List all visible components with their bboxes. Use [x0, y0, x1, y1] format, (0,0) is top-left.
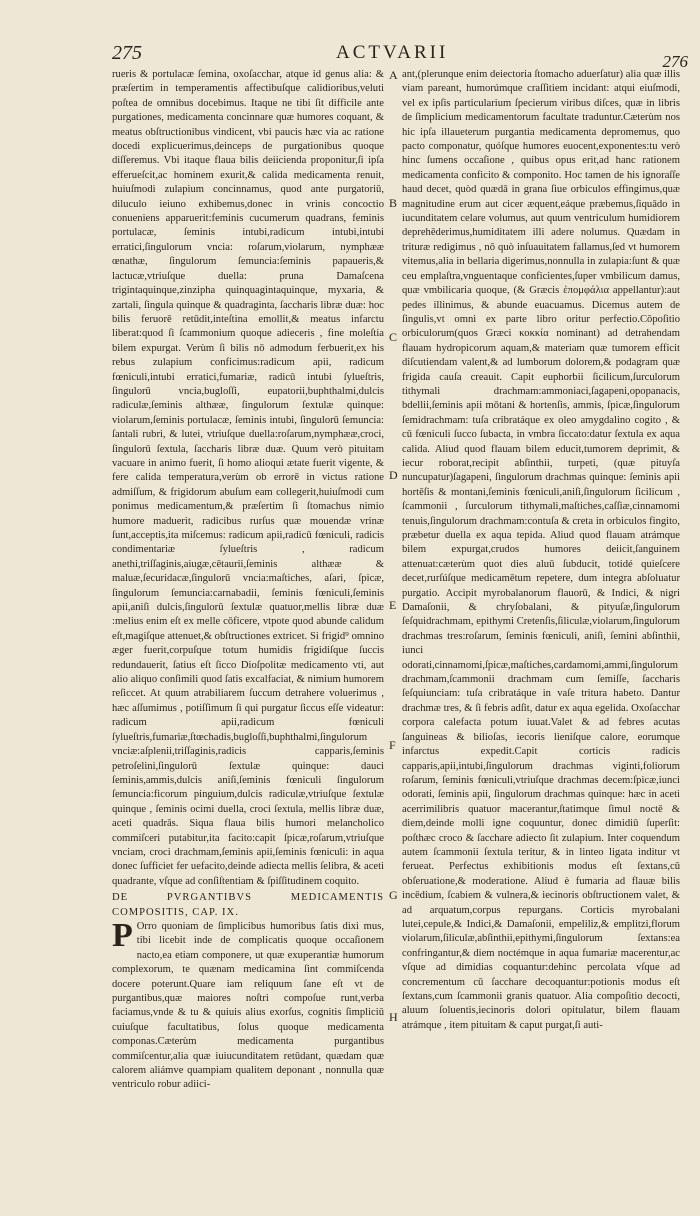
paragraph: ant,(plerunque enim deiectoria ſtomacho aduerſatur) alia quæ illis viam pareant, humorúmque craſſitiem incidant: atqui eiuſmodi, vel ex ipſis particularium ſpecierum viribus diſces, quæ in libris de ſimplicium medicamentorum facultate traduntur.Cæterùm nos hic ipſa illaueterum purgantia medicamenta depromemus, quo pacto componatur, quóſque humores euocent,exponentes:tu verò hinc ſumens occaſione , quibus opus erit,ad hanc rationem medicamenta conficito & componito. Hoc tamen de his ignoraſſe haud decet, quòd quædā in grana ſiue orbiculos effingimus,quæ magnitudine erum aut cicer æquent,eáque præbemus,ſiquādo in iucunditatem celare volumus, aut quum ventriculum humidiorem deprehēderimus,humiditatem illi adere nolumus. Quædam in trituræ redigimus , nō quò inſuauitatem fallamus,ſed vt humorem vitemus,alia in bellaria digerimus,nonnulla in zulapia:ſunt & quæ ceu emplaſtra,vnguentaque conficientes,ſuper vmbilicum damus, quæ vmbilicaria quoque, (& Græcis ἐπομφάλια appellantur):aut pedes illinimus, & abunde euacuamus. Dicemus autem de ſingulis,vt omni ex parte libro oritur perfectio.Cōpoſitio orbiculorum(quos Græci κοκκία nominant) ad detrahendam flauam hydropicorum aquam,& materiam quæ tumorem efficit diſcutiendam valent,& ad lumborum dolorem,& podagram quæ frigida cauſa creauit. Capit euphorbii ſicilicum,ſurculorum tithymali drachmam:ammoniaci,ſagapeni,opopanacis, bdellii,ſeminis apii mōtani & hortenſis, ammis, ſpicæ,ſingulorum ſemidrachmam: tuſa cribratáque ex oleo amygdalino cogito , & cū fœniculi ſucco ſubacta, in vmbra ſiccato:datur ſextula ex aqua calida. Aliud quod flauam bilem educit,tumorem deprimit, & iecur roborat,recipit abſinthii, turpeti, (quæ pituyſa nuncupatur)ſagapeni, ſingulorum drachmas quinque: ſeminis apii hortēſis & montani,ſeminis fœniculi,aniſi,ſingulorum ſicilicum , ſcammonii , ſurculorum tithymali,maſtiches,caſſiæ,cinnamomi tenuis,ſingulorum drachmam:contuſa & creta in orbiculos fingito, præbetur duella ex aqua tepida. Aliud quod flauam atrámque bilem expurgat,crudos humores deiicit,ſanguinem attenuat:cæterùm quot dies aluū ſubducit, totidé quieſcere decet,rurſúſque medicamētum repetere, dum integra abſoluatur purgatio. Accipit myrobalanorum flauorū, & Indici, & nigri Damaſonii, & chryſobalani, & pityuſæ,ſingulorum ſeſquidrachmam, epithymi Cretenſis,ſiliculæ,violarum,ſingulorum drachmas tres:roſarum, ſeminis fœniculi, aniſi, ſemini abſinthii, iunci odorati,cinnamomi,ſpicæ,maſtiches,cardamomi,ammi,ſingulorum drachmam,ſcammonii drachmam cum ſemiſſe, ſaccharis ſeſquiunciam: tuſa cribratáque in vaſe tritura habeto. Dantur drachmæ tres, & ſi febris adſit, datur ex aqua egelida. Oxoſacchar corpora calefacta potum iuuat.Valet & ad febres acutas ſanguineas & bilioſas, iecoris lieniſque calore, eorumque infarctus expedit.Capit corticis radicis capparis,apii,intubi,ſingulorum drachmas viginti,foliorum roſarum, ſeminis fœniculi,vtriuſque drachmas decem:ſpicæ,iunci odorati, ſeminis apii, ſingulorum drachmas quinque: hæc in aceti acerrimilibris quatuor macerantur,ſtatimque ſimul noctē & diem,deinde molli igne coquuntur, donec dimidiū ſuperſit: poſthæc croco & ſacchare adiecto ſit zulapium. Inter coquendum autem ſcammonii ſextula teritur, & in linteo ligata inditur vt ferueat. Perfectus exhibitionis modus eſt ſextans,cū obſeruatione,& moderatione. Aliud è fumaria ad flauæ bilis incēdium, ſcabiem & vulnera,& iecinoris obſtructionem valet, & ad arquatum,corpus repurgans. Corticis myrobalani lutei,cepule,& Indici,& Damaſonii, empeliliz,& emplitzi,florum violarum,ſiliculæ,abſinthii,epithymi,ſingulorum ſextans:ea confringantur,& diem noctémque in aqua fumariæ macerentur,ac vſque ad dimidias coquantur:dehinc percolata vſque ad concrementum cū ſacchare decoquantur:potionis modus eſt ſextans,cum ſcammonii granis quatuor. Alia compoſitio decocti, aluum ſoluentis,iecinoris dolori opitulatur, bilem flauam atrámque , item pituitam & caput purgat,ſi auti-: [402, 69, 680, 1031]
chapter-number: CAP. IX.: [192, 906, 239, 918]
drop-cap: P: [112, 916, 133, 954]
paragraph: rueris & portulacæ ſemina, oxoſacchar, atque id genus alia: & præſertim in temperamentis affectibuſque calidioribus,veluti poſtea de omnibus docebimus. Itaque ne tibi ſit difficile ante purgationes, medicamenta concinnare quæ humores coquant, & meatus obſtructionibus vindicent, vbi paucis hæc via ac ratione docedi explicuerimus,deinceps de purgationibus quoque diſſeremus. Vbi itaque flaua bilis deiicienda proponitur,ſi ipſa efferueſcit,ac hominem exurit,& calida medicamenta renuit, huiuſmodi zulapium concinnamus, quod ante purgatoriū, diluculo ieiuno exhibemus,donec in vrinis concoctio conueniens apparuerit:feminis cucumerum quadrans, feminis portulacæ, ſeminis intubi,radicum intubi,intubi erratici,ſingulorum vncia: roſarum,violarum, nymphææ œnathæ, ſingulorum ſemuncia:ſeminis papaueris,& lactucæ,vtriuſque duella: pruna Damaſcena trigintaquinque,zinzipha quinquagintaquinque, myxaria, & zartali, ſingula quinque & quadraginta, ſaccharis libræ duæ: hoc bilis feruorē retūdit,inteſtina emollit,& meatus infarctu liberat:quod ſi ſcammonium quoque adieceris , fine moleſtia bilem expurgat. Verùm ſi bilis nō admodum ferbuerit,ex his rebus zulapium conficimus:radicum apii, radicum fœniculi,intubi erratici,fumariæ, radicū intubi ſylueſtris, ſingulorū vncia,bugloſſi, eupatorii,buphthalmi,dulcis radiculæ,ſeminis althææ, ſingulorum ſextulæ quinque: violarum,ſeminis portulacæ, ſeminis intubi, ſingulorū ſemuncia: ſantali rubri, & lutei, vtriuſque duella:roſarum,nymphææ,croci, ſingulorū ſextula, ſaccharis libræ duæ. Quum verò pituitam vacuare in animo fuerit, ſi homo alioqui ætate fuerit vigente, & fere calida temperatura,verùm ob errorē in victus ratione admiſſum, & frigidorum abuſum eam collegerit,huiuſmodi cum ponimus medicamentum,& præſertim ſi ſtomachus nimio humore maduerit, radicibus rurſus quæ mouendæ vrinæ ſunt,acceptis,ita miſcemus: radicum apii,radicū fœniculi, radicis condimentariæ ſylueſtris , radicum anethi,triſſaginis,aiugæ,cētaurii,ſeminis althææ & maluæ,ſecuridacæ,ſingulorū vncia:maſtiches, aſari, ſpicæ, ſingulorum ſemuncia:carnabadii, ſeminis fœniculi,ſeminis apii,aniſi dulcis,ſingulorū ſextulæ quatuor,mellis libræ duæ :melius enim eſt ex melle cōficere, vtpote quod abunde calidum eſt,magiſque attenuet,& obſtructiones extricet. Si frigid⁹ omnino æger fuerit,corpuſque totum humidis frigidiſque ſuccis redundauerit, ſatius eſt ſicco Dioſpolitæ medicamento vti, aut alio aliquo conſimili quod ſatis excalfaciat, & nimium humorem reſiccet. At quum atrabiliarem ſuccum detrahere voluerimus , hæc aſſumimus , potiſſimum ſi qui purgatur ſiccus eſſe videatur: radicum apii,radicum fœniculi ſylueſtris,fumariæ,ſtœchadis,bugloſſi,buphthalmi,ſingulorum vnciæ:aſplenii,triſſaginis,radicis capparis,ſeminis petroſelini,ſingulorū ſextulæ quinque: dauci ſeminis,ammis,dulcis aniſi,ſeminis fœniculi ſingulorum ſemuncia:ficorum pinguium,dulcis radiculæ,vtriuſque ſextulæ quinque , ſeminis ocimi duella, croci ſextula, mellis libræ duæ, aceti quadrās. Siqua flaua bilis humori melancholico commiſceri putabitur,ita facito:capit ſpicæ,roſarum,vtriuſque vnciam, croci drachmam,ſeminis apii,ſeminis fœniculi: in aqua donec ſufficiet fer uefacito,deinde adiecta mellis ſelibra, & aceti quadrante, vſque ad conſiſtentiam & ſpiſſitudinem coquito.: [112, 69, 384, 887]
margin-letter: A: [389, 68, 398, 82]
page-header: [110, 40, 690, 70]
margin-letter: B: [389, 196, 398, 210]
page-number-left: 275: [112, 42, 142, 64]
paragraph: [112, 916, 384, 1093]
page-number-right: 276: [662, 52, 688, 71]
margin-letter: D: [389, 468, 398, 482]
section-title: [112, 891, 384, 920]
section-title-text: DE PVRGANTIBVS MEDICAMENTIS COMPOSITIS,: [112, 892, 384, 918]
margin-letter: G: [389, 888, 398, 902]
text-column-left: [112, 68, 384, 1178]
running-head: ACTVARII: [336, 42, 449, 63]
text-column-right: [402, 68, 680, 1178]
margin-letter: C: [389, 330, 398, 344]
margin-letter: E: [389, 598, 397, 612]
margin-letter: H: [389, 1010, 398, 1024]
margin-letter: F: [389, 738, 396, 752]
paragraph-text: Orro quoniam de ſimplicibus humoribus ſatis dixi mus, tibi licebit inde de complicatis quoque occaſionem nacto,ea etiam componere, ut quæ exuperantiæ humorum complexorum, te quænam medicamina ſint commiſcenda docere poterunt.Quare iam reliquum ſane eſt vt de purgantibus,quæ maiores noſtri compoſue runt,verba faciamus,vnde & tu & quiuis alius exorſus, cognitis ſimpliciū cuiuſque facultatibus, ſolus quoque medicamenta componas.Cæterùm medicamenta purgantibus commiſcentur,alia quæ iuiucunditatem retūdant, quædam quæ calorem aliámve quampiam qualitem deponant , nonnulla quæ ventriculo robur adiici-: [112, 920, 384, 1091]
